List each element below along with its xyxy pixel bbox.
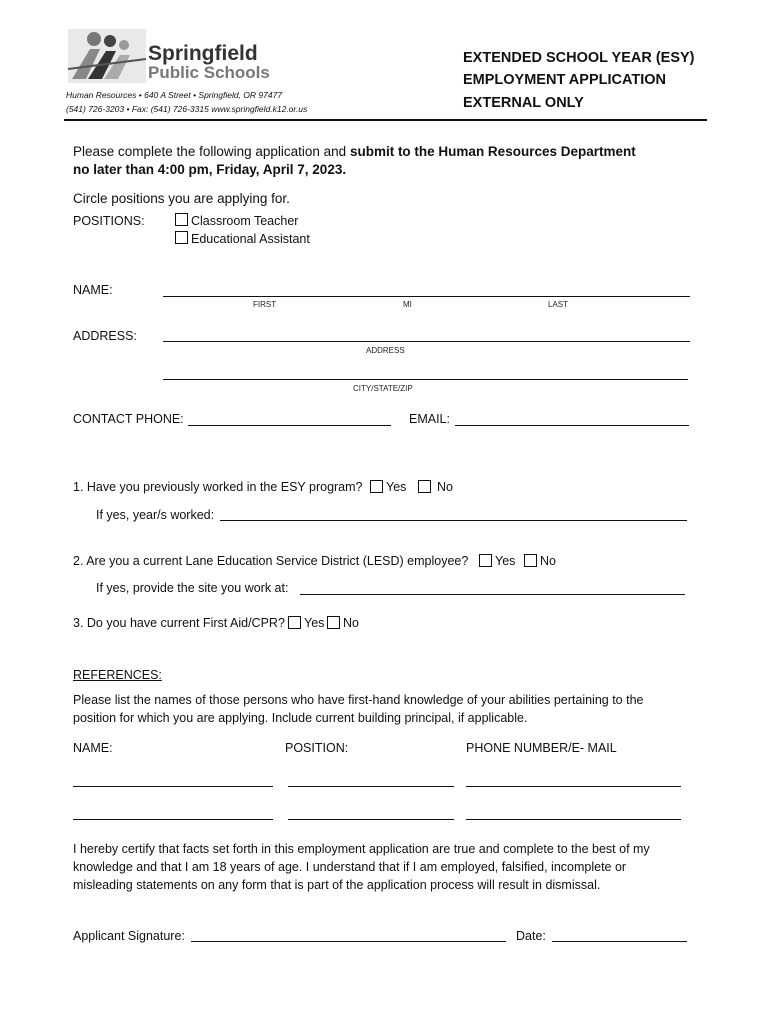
logo-figures-icon <box>64 29 150 83</box>
q1-yes-label: Yes <box>386 480 407 494</box>
position-classroom-teacher: Classroom Teacher <box>191 214 299 228</box>
q1-yes-checkbox[interactable] <box>370 480 383 493</box>
checkbox-educational-assistant[interactable] <box>175 231 188 244</box>
city-state-zip-input-line[interactable] <box>163 379 688 380</box>
signature-input-line[interactable] <box>191 941 506 942</box>
references-text-line1: Please list the names of those persons who have first-hand knowledge of your abilities pertaining to the <box>73 693 644 707</box>
q1-no-label: No <box>437 480 453 494</box>
q2-followup-input-line[interactable] <box>300 594 685 595</box>
q1-no-checkbox[interactable] <box>418 480 431 493</box>
name-input-line[interactable] <box>163 296 690 297</box>
positions-label: POSITIONS: <box>73 214 145 228</box>
name-first-caption: FIRST <box>253 300 277 309</box>
header-divider <box>64 119 707 121</box>
q2-yes-label: Yes <box>495 554 516 568</box>
q2-followup-label: If yes, provide the site you work at: <box>96 581 289 595</box>
intro-bold: submit to the Human Resources Department <box>349 144 636 159</box>
intro-line1 <box>73 144 636 159</box>
question-1: 1. Have you previously worked in the ESY program? <box>73 480 363 494</box>
name-last-caption: LAST <box>548 300 569 309</box>
date-input-line[interactable] <box>552 941 687 942</box>
form-title-line1: EXTENDED SCHOOL YEAR (ESY) <box>463 50 695 66</box>
signature-label: Applicant Signature: <box>73 929 185 943</box>
q2-no-label: No <box>540 554 556 568</box>
reference-2-phone-line[interactable] <box>466 819 681 820</box>
form-title-line2: EMPLOYMENT APPLICATION <box>463 72 666 88</box>
q2-no-checkbox[interactable] <box>524 554 537 567</box>
certify-line2: knowledge and that I am 18 years of age. I understand that if I am employed, falsified, incomplete or <box>73 860 627 874</box>
date-label: Date: <box>516 929 546 943</box>
q3-yes-checkbox[interactable] <box>288 616 301 629</box>
reference-2-name-line[interactable] <box>73 819 273 820</box>
intro-deadline: no later than 4:00 pm, Friday, April 7, 2023. <box>73 162 347 177</box>
position-educational-assistant: Educational Assistant <box>191 232 310 246</box>
hr-phone-web: (541) 726-3203 • Fax: (541) 726-3315 www.springfield.k12.or.us <box>66 104 308 114</box>
name-label: NAME: <box>73 283 113 297</box>
references-text-line2: position for which you are applying. Include current building principal, if applicable. <box>73 711 528 725</box>
name-mi-caption: MI <box>403 300 412 309</box>
reference-2-position-line[interactable] <box>288 819 454 820</box>
reference-1-phone-line[interactable] <box>466 786 681 787</box>
city-state-zip-caption: CITY/STATE/ZIP <box>353 384 413 393</box>
address-input-line[interactable] <box>163 341 690 342</box>
contact-phone-input-line[interactable] <box>188 425 391 426</box>
positions-instruction: Circle positions you are applying for. <box>73 191 290 206</box>
question-3: 3. Do you have current First Aid/CPR? <box>73 616 285 630</box>
intro-plain: Please complete the following application and <box>73 144 350 159</box>
references-heading: REFERENCES: <box>73 668 162 682</box>
q3-no-checkbox[interactable] <box>327 616 340 629</box>
checkbox-classroom-teacher[interactable] <box>175 213 188 226</box>
reference-1-position-line[interactable] <box>288 786 454 787</box>
references-col-phone: PHONE NUMBER/E- MAIL <box>466 741 617 755</box>
form-title-line3: EXTERNAL ONLY <box>463 95 584 111</box>
certify-line1: I hereby certify that facts set forth in this employment application are true and complete to the best of my <box>73 842 650 856</box>
q3-yes-label: Yes <box>304 616 325 630</box>
q2-yes-checkbox[interactable] <box>479 554 492 567</box>
question-2: 2. Are you a current Lane Education Service District (LESD) employee? <box>73 554 469 568</box>
address-caption: ADDRESS <box>366 346 405 355</box>
references-col-name: NAME: <box>73 741 113 755</box>
hr-address: Human Resources • 640 A Street • Springfield, OR 97477 <box>66 90 283 100</box>
certify-line3: misleading statements on any form that is part of the application process will result in dismissal. <box>73 878 601 892</box>
logo <box>64 27 279 85</box>
reference-1-name-line[interactable] <box>73 786 273 787</box>
logo-brand-line2: Public Schools <box>148 63 270 82</box>
email-input-line[interactable] <box>455 425 689 426</box>
address-label: ADDRESS: <box>73 329 137 343</box>
q1-followup-label: If yes, year/s worked: <box>96 508 215 522</box>
references-col-position: POSITION: <box>285 741 349 755</box>
q1-followup-input-line[interactable] <box>220 520 687 521</box>
q3-no-label: No <box>343 616 359 630</box>
contact-phone-label: CONTACT PHONE: <box>73 412 184 426</box>
email-label: EMAIL: <box>409 412 450 426</box>
logo-brand-line1: Springfield <box>148 42 258 65</box>
